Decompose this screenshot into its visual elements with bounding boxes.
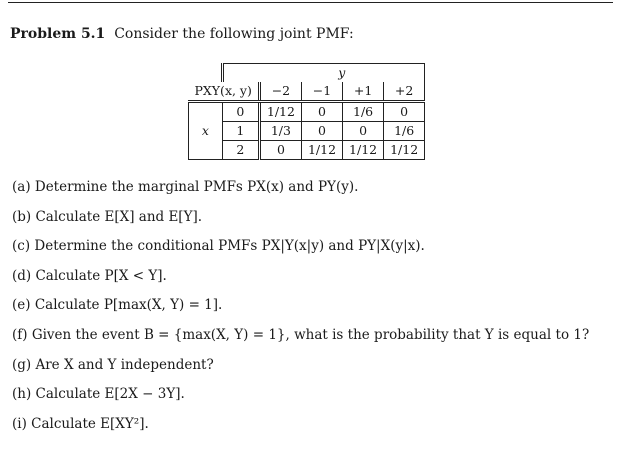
- table-cell: 1/12: [343, 141, 384, 160]
- question-f: (f) Given the event B = {max(X, Y) = 1}, what is the probability that Y is equal to 1?: [12, 326, 590, 343]
- col-header: −1: [301, 82, 342, 102]
- question-c: (c) Determine the conditional PMFs PX|Y(x|y) and PY|X(y|x).: [12, 238, 425, 255]
- table-cell: 1/6: [384, 122, 425, 141]
- question-i: (i) Calculate E[XY²].: [12, 415, 149, 432]
- question-a: (a) Determine the marginal PMFs PX(x) and PY(y).: [12, 179, 359, 195]
- row-header: 0: [222, 102, 259, 122]
- question-g: (g) Are X and Y independent?: [12, 356, 214, 373]
- col-header: +2: [384, 82, 425, 102]
- joint-pmf-table: [188, 63, 425, 160]
- table-header-row: [189, 82, 425, 102]
- table-cell: 1/12: [384, 141, 425, 160]
- question-b: (b) Calculate E[X] and E[Y].: [12, 208, 203, 225]
- table-cell: 0: [259, 141, 301, 160]
- table-cell: 0: [343, 122, 384, 141]
- problem-label: Problem 5.1: [10, 26, 106, 42]
- spacer-cell: [222, 64, 259, 83]
- row-var-label: x: [189, 102, 223, 160]
- col-var-label: y: [259, 64, 424, 83]
- question-d: (d) Calculate P[X < Y].: [12, 267, 167, 284]
- table-header-row-var: [189, 64, 425, 83]
- question-list: [12, 176, 589, 442]
- table-row: [189, 122, 425, 141]
- table-cell: 1/12: [301, 141, 342, 160]
- question-e: (e) Calculate P[max(X, Y) = 1].: [12, 297, 223, 314]
- problem-intro: Consider the following joint PMF:: [114, 26, 354, 42]
- top-divider: [8, 2, 613, 3]
- col-header: −2: [259, 82, 301, 102]
- row-header: 2: [222, 141, 259, 160]
- corner-cell: [189, 64, 223, 83]
- table-row: [189, 102, 425, 122]
- table-cell: 1/3: [259, 122, 301, 141]
- table-cell: 1/12: [259, 102, 301, 122]
- table-cell: 1/6: [343, 102, 384, 122]
- table-row: [189, 141, 425, 160]
- problem-heading: [10, 26, 354, 42]
- question-h: (h) Calculate E[2X − 3Y].: [12, 386, 185, 403]
- table-cell: 0: [384, 102, 425, 122]
- table-cell: 0: [301, 102, 342, 122]
- row-header: 1: [222, 122, 259, 141]
- table-cell: 0: [301, 122, 342, 141]
- col-header: +1: [343, 82, 384, 102]
- pmf-label: PXY(x, y): [189, 82, 260, 102]
